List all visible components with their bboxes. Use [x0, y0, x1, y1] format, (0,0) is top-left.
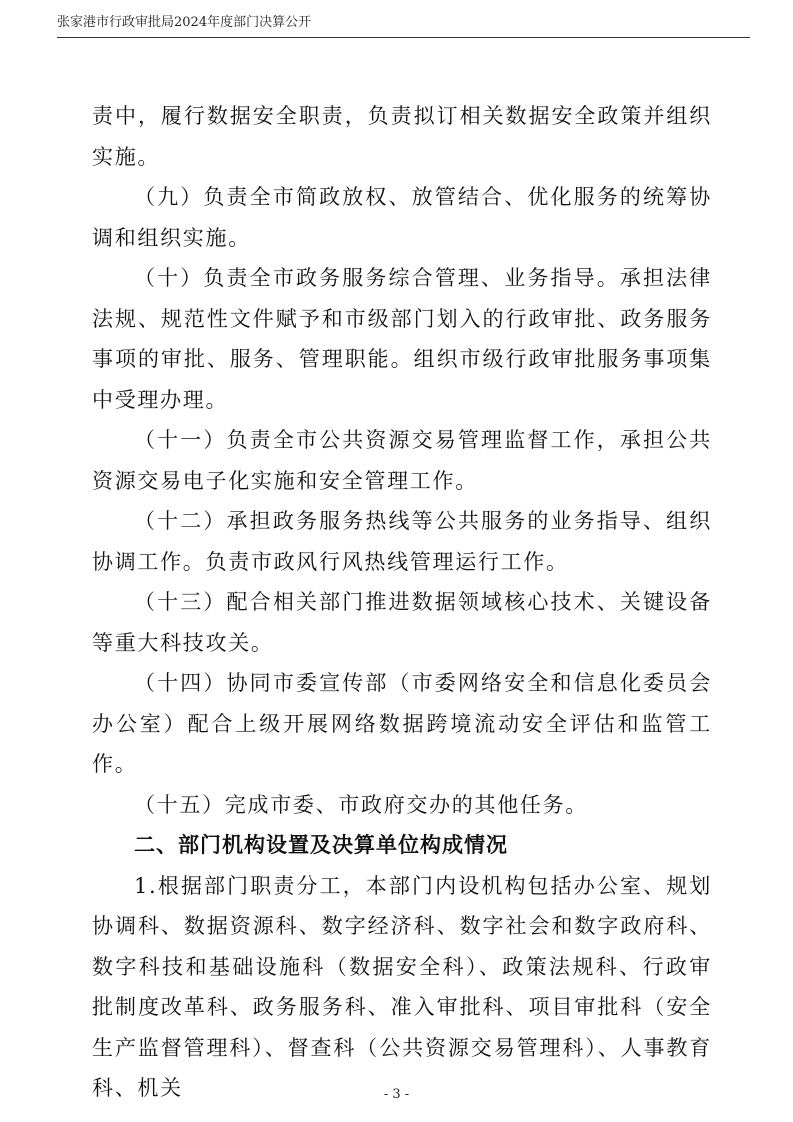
paragraph: （十五）完成市委、市政府交办的其他任务。 [134, 792, 588, 817]
paragraph: （十二）承担政务服务热线等公共服务的业务指导、组织协调工作。负责市政风行风热线管理运行工作。 [92, 509, 712, 574]
section-heading: 二、部门机构设置及决算单位构成情况 [134, 833, 508, 857]
paragraph: （九）负责全市简政放权、放管结合、优化服务的统筹协调和组织实施。 [92, 185, 712, 250]
paragraph: 责中，履行数据安全职责，负责拟订相关数据安全政策并组织实施。 [92, 104, 712, 169]
page-header [57, 14, 750, 38]
paragraph: （十一）负责全市公共资源交易管理监督工作，承担公共资源交易电子化实施和安全管理工作。 [92, 428, 712, 493]
paragraph: （十）负责全市政务服务综合管理、业务指导。承担法律法规、规范性文件赋予和市级部门划入的行政审批、政务服务事项的审批、服务、管理职能。组织市级行政审批服务事项集中受理办理。 [92, 266, 712, 412]
header-title: 张家港市行政审批局2024年度部门决算公开 [57, 15, 312, 30]
page-number: - 3 - [383, 1087, 410, 1102]
paragraph: 1.根据部门职责分工，本部门内设机构包括办公室、规划协调科、数据资源科、数字经济科、数字社会和数字政府科、数字科技和基础设施科（数据安全科）、政策法规科、行政审批制度改革科、政务服务科、准入审批科、项目审批科（安全生产监督管理科）、督查科（公共资源交易管理科）、人事教育科、机关 [92, 873, 712, 1100]
paragraph: （十四）协同市委宣传部（市委网络安全和信息化委员会办公室）配合上级开展网络数据跨境流动安全评估和监管工作。 [92, 671, 712, 776]
document-body [92, 96, 712, 1109]
paragraph: （十三）配合相关部门推进数据领域核心技术、关键设备等重大科技攻关。 [92, 590, 712, 655]
